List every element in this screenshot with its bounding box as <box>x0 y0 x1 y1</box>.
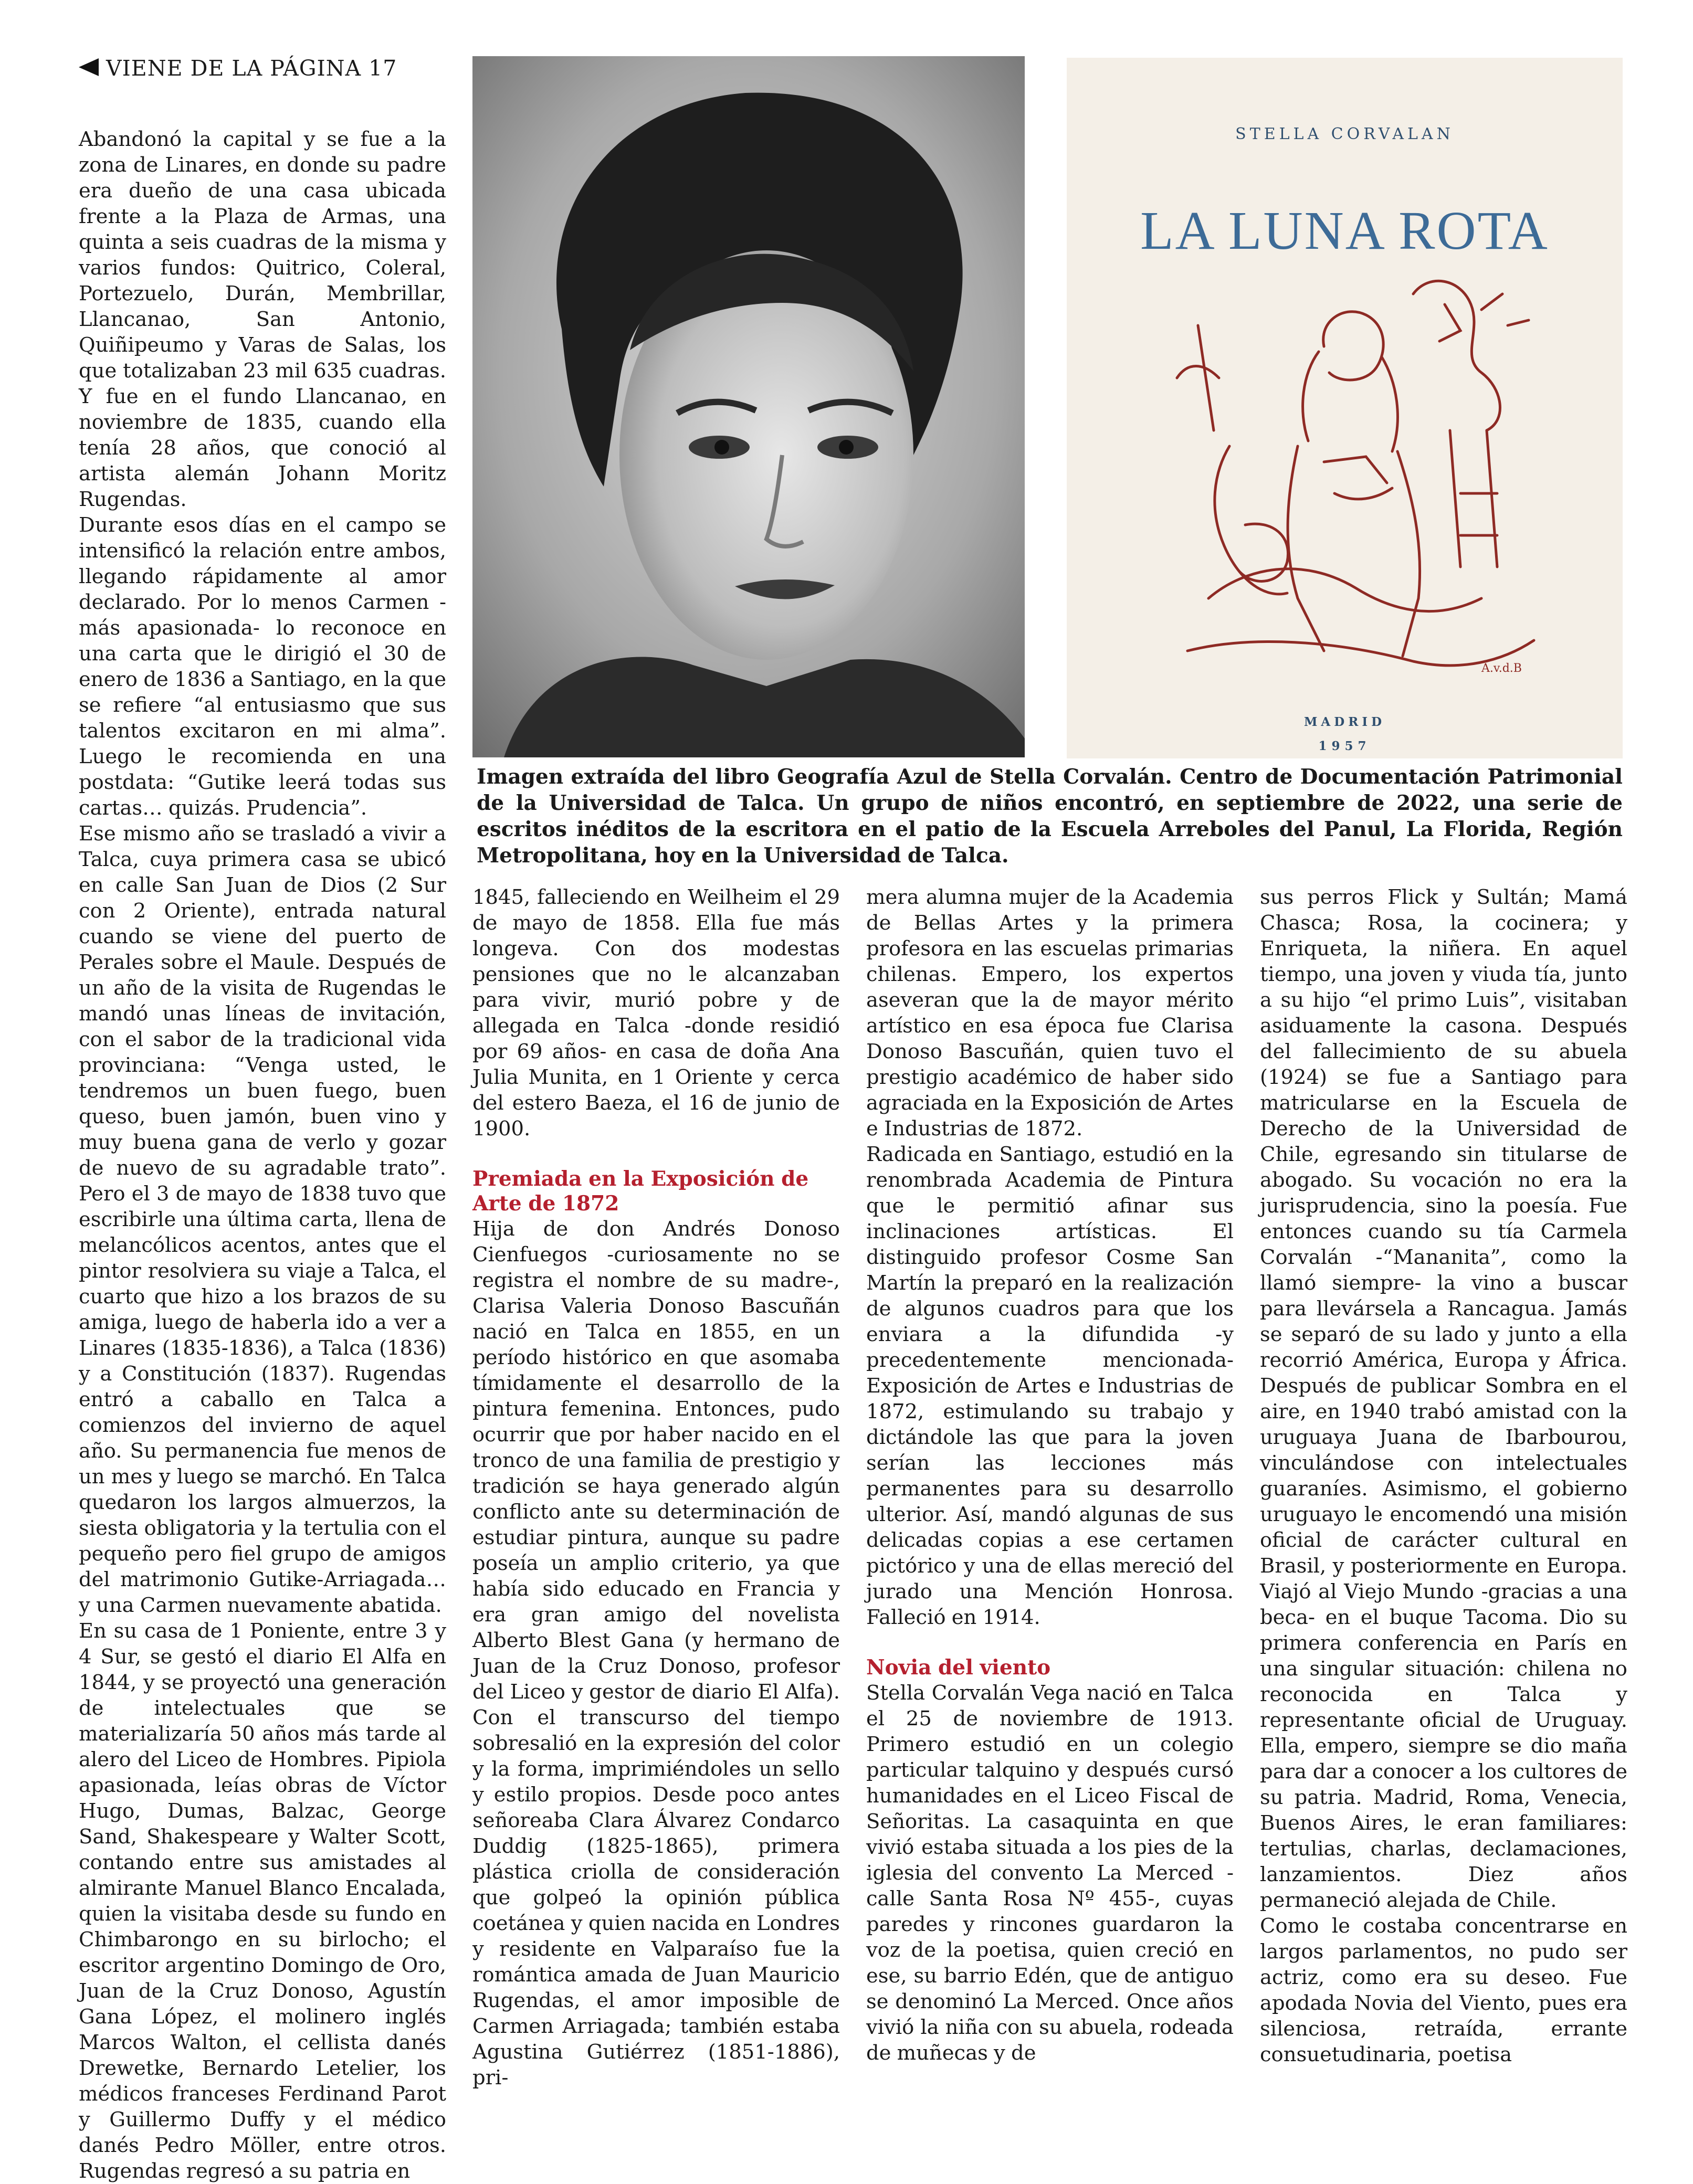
book-author: STELLA CORVALAN <box>1235 125 1454 143</box>
paragraph: En su casa de 1 Poniente, entre 3 y 4 Sur, se gestó el diario El Alfa en 1844, y se proyectó una generación de intelectuales que se materializaría 50 años más tarde al alero del Liceo de Hombres. Pipiola apasionada, leías obras de Víctor Hugo, Dumas, Balzac, George Sand, Shakespeare y Walter Scott, contando entre sus amistades al almirante Manuel Blanco Encalada, quien la visitaba desde su fundo en Chimbarongo en su birlocho; el escritor argentino Domingo de Oro, Juan de la Cruz Donoso, Agustín Gana López, el molinero inglés Marcos Walton, el cellista danés Drewetke, Bernardo Letelier, los médicos franceses Ferdinand Parot y Guillermo Duffy y el médico danés Pedro Möller, entre otros. Rugendas regresó a su patria en <box>79 1619 446 2183</box>
paragraph: Durante esos días en el campo se intensificó la relación entre ambos, llegando rápidamente al amor declarado. Por lo menos Carmen -más apasionada- lo reconoce en una carta que le dirigió el 30 de enero de 1836 a Santiago, en la que se refiere “al entusiasmo que sus talentos excitaron en mi alma”. Luego le recomienda en una postdata: “Gutike leerá todas sus cartas… quizás. Prudencia”. <box>79 513 446 820</box>
article-column-4 <box>1260 884 1627 2066</box>
continuation-text: VIENE DE LA PÁGINA 17 <box>106 56 397 81</box>
paragraph: mera alumna mujer de la Academia de Bellas Artes y la primera profesora en las escuelas primarias chilenas. Empero, los expertos aseveran que la de mayor mérito artístico en esa época fue Clarisa Donoso Bascuñán, quien tuvo el prestigio académico de haber sido agraciada en la Exposición de Artes e Industrias de 1872. <box>866 885 1234 1141</box>
article-column-2 <box>472 884 840 2090</box>
article-column-3 <box>866 884 1234 2065</box>
paragraph: 1845, falleciendo en Weilheim el 29 de mayo de 1858. Ella fue más longeva. Con dos modestas pensiones que no le alcanzaban para vivir, murió pobre y de allegada en Talca -donde residió por 69 años- en casa de doña Ana Julia Munita, en 1 Oriente y cerca del estero Baeza, el 16 de junio de 1900. <box>472 885 840 1141</box>
section-heading: Premiada en la Exposición de Arte de 1872 <box>472 1167 809 1216</box>
paragraph: Stella Corvalán Vega nació en Talca el 25 de noviembre de 1913. Primero estudió en un colegio particular talquino y después cursó humanidades en el Liceo Fiscal de Señoritas. La casaquinta en que vivió estaba situada a los pies de la iglesia del convento La Merced -calle Santa Rosa Nº 455-, cuyas paredes y rincones guardaron la voz de la poetisa, quien creció en ese, su barrio Edén, que de antiguo se denominó La Merced. Once años vivió la niña con su abuela, rodeada de muñecas y de <box>866 1681 1234 2065</box>
paragraph: Hija de don Andrés Donoso Cienfuegos -curiosamente no se registra el nombre de su madre-, Clarisa Valeria Donoso Bascuñán nació en Talca en 1855, en un período histórico en que asomaba tímidamente el desarrollo de la pintura femenina. Entonces, pudo ocurrir que por haber nacido en el tronco de una familia de prestigio y tradición se haya generado algún conflicto ante su determinación de estudiar pintura, aunque su padre poseía un amplio criterio, ya que había sido educado en Francia y era gran amigo del novelista Alberto Blest Gana (y hermano de Juan de la Cruz Donoso, profesor del Liceo y gestor de diario El Alfa). Con el transcurso del tiempo sobresalió en la expresión del color y la forma, imprimiéndoles un sello y estilo propios. Desde poco antes señoreaba Clara Álvarez Condarco Duddig (1825-1865), primera plástica criolla de consideración que golpeó la opinión pública coetánea y quien nacida en Londres y residente en Valparaíso fue la romántica amada de Juan Mauricio Rugendas, el amor imposible de Carmen Arriagada; también estaba Agustina Gutiérrez (1851-1886), pri- <box>472 1217 840 2090</box>
book-cover <box>1067 58 1623 758</box>
book-title: LA LUNA ROTA <box>1140 201 1549 261</box>
article-column-1 <box>79 126 446 2183</box>
paragraph: Abandonó la capital y se fue a la zona de Linares, en donde su padre era dueño de una casa ubicada frente a la Plaza de Armas, una quinta a seis cuadras de la misma y varios fundos: Quitrico, Coleral, Portezuelo, Durán, Membrillar, Llancanao, San Antonio, Quiñipeumo y Varas de Salas, los que totalizaban 23 mil 635 cuadras. Y fue en el fundo Llancanao, en noviembre de 1835, cuando ella tenía 28 años, que conoció al artista alemán Johann Moritz Rugendas. <box>79 128 446 511</box>
continuation-label <box>79 52 397 84</box>
book-year: 1957 <box>1318 739 1371 753</box>
paragraph: Ese mismo año se trasladó a vivir a Talca, cuya primera casa se ubicó en calle San Juan de Dios (2 Sur con 2 Oriente), entrada natural cuando se viene del puerto de Perales sobre el Maule. Después de un año de la visita de Rugendas le mandó unas líneas de invitación, con el sabor de la tradicional vida provinciana: “Venga usted, le tendremos un buen fuego, buen queso, buen jamón, buen vino y muy buena gana de verlo y gozar de nuevo de su agradable trato”. Pero el 3 de mayo de 1838 tuvo que escribirle una última carta, llena de melancólicos acentos, antes que el pintor resolviera su viaje a Talca, el cuarto que hizo a los brazos de su amiga, luego de haberla ido a ver a Linares (1835-1836), a Talca (1836) y a Constitución (1837). Rugendas entró a caballo en Talca a comienzos del invierno de aquel año. Su permanencia fue menos de un mes y luego se marchó. En Talca quedaron los largos almuerzos, la siesta obligatoria y la tertulia con el pequeño pero fiel grupo de amigos del matrimonio Gutike-Arriagada… y una Carmen nuevamente abatida. <box>79 822 446 1617</box>
left-triangle-icon <box>79 58 99 76</box>
portrait-photo <box>472 56 1025 757</box>
paragraph: Como le costaba concentrarse en largos parlamentos, no pudo ser actriz, como era su deseo. Fue apodada Novia del Viento, pues era silenciosa, retraída, errante consuetudinaria, poetisa <box>1260 1914 1627 2066</box>
book-city: MADRID <box>1303 715 1386 729</box>
image-caption: Imagen extraída del libro Geografía Azul de Stella Corvalán. Centro de Documentación Patrimonial de la Universidad de Talca. Un grupo de niños encontró, en septiembre de 2022, una serie de escritos inéditos de la escritora en el patio de la Escuela Arreboles del Panul, La Florida, Región Metropolitana, hoy en la Universidad de Talca. <box>477 765 1623 868</box>
portrait-woman-icon <box>472 56 1025 757</box>
sketch-signature: A.v.d.B <box>1481 662 1522 675</box>
section-heading: Novia del viento <box>866 1655 1051 1680</box>
paragraph: Radicada en Santiago, estudió en la renombrada Academia de Pintura que le permitió afinar sus inclinaciones artísticas. El distinguido profesor Cosme San Martín la preparó en la realización de algunos cuadros para que los enviara a la difundida -y precedentemente mencionada- Exposición de Artes e Industrias de 1872, estimulando su trabajo y dictándole las que para la joven serían las lecciones más permanentes para su desarrollo ulterior. Así, mandó algunas de sus delicadas copias a ese certamen pictórico y una de ellas mereció del jurado una Mención Honrosa. Falleció en 1914. <box>866 1143 1234 1629</box>
girl-sketch-icon <box>1166 273 1544 688</box>
paragraph: sus perros Flick y Sultán; Mamá Chasca; Rosa, la cocinera; y Enriqueta, la niñera. En aquel tiempo, una joven y viuda tía, junto a su hijo “el primo Luis”, visitaban asiduamente la casona. Después del fallecimiento de su abuela (1924) se fue a Santiago para matricularse en la Escuela de Derecho de la Universidad de Chile, egresando sin titularse de abogado. Su vocación no era la jurisprudencia, sino la poesía. Fue entonces cuando su tía Carmela Corvalán -“Mananita”, como la llamó siempre- la vino a buscar para llevársela a Rancagua. Jamás se separó de su lado y junto a ella recorrió América, Europa y África. Después de publicar Sombra en el aire, en 1940 trabó amistad con la uruguaya Juana de Ibarbourou, vinculándose con intelectuales guaraníes. Asimismo, el gobierno uruguayo le encomendó una misión oficial de carácter cultural en Brasil, y posteriormente en Europa. Viajó al Viejo Mundo -gracias a una beca- en el buque Tacoma. Dio su primera conferencia en París en una singular situación: chilena no reconocida en Talca y representante oficial de Uruguay. Ella, empero, siempre se dio maña para dar a conocer a los cultores de su patria. Madrid, Roma, Venecia, Buenos Aires, le eran familiares: tertulias, charlas, declamaciones, lanzamientos. Diez años permaneció alejada de Chile. <box>1260 885 1627 1912</box>
